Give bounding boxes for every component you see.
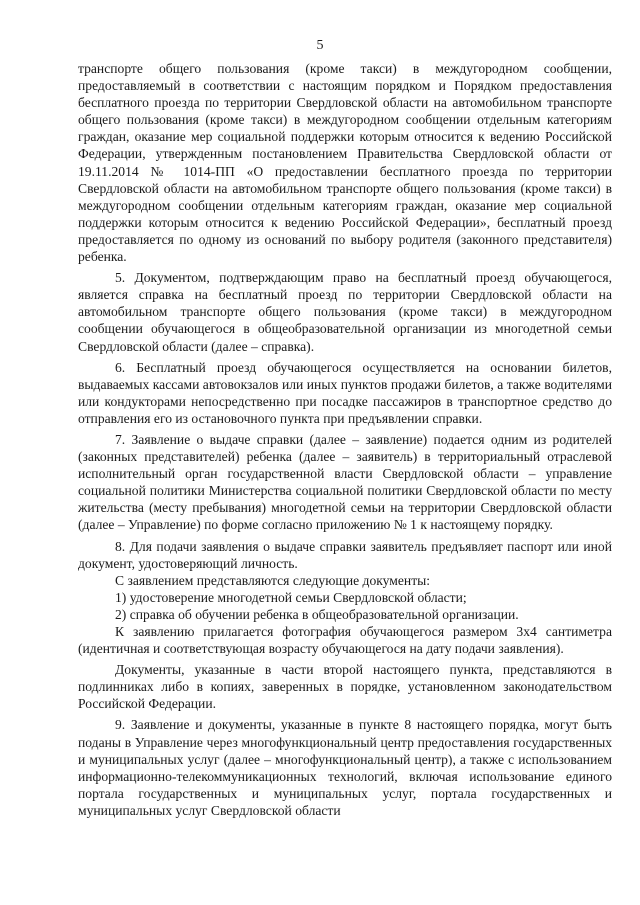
paragraph-originals: Документы, указанные в части второй настоящего пункта, представляются в подлинниках либо в копиях, заверенных в порядке, установленном законодательством Российской Федерации.	[78, 662, 612, 712]
paragraph-item-8: 8. Для подачи заявления о выдаче справки заявитель предъявляет паспорт или иной документ, удостоверяющий личность.	[78, 538, 612, 571]
paragraph-item-5: 5. Документом, подтверждающим право на бесплатный проезд обучающегося, является справка на бесплатный проезд по территории Свердловской области на автомобильном транспорте общего пользования (кроме такси) в междугородном сообщении обучающегося в общеобразовательной организации из многодетной семьи Свердловской области (далее – справка).	[78, 270, 612, 354]
list-item-study-certificate: 2) справка об обучении ребенка в общеобразовательной организации.	[115, 606, 519, 622]
page-number: 5	[316, 38, 324, 53]
paragraph-item-7: 7. Заявление о выдаче справки (далее – заявление) подается одним из родителей (законных представителей) ребенка (далее – заявитель) в территориальный отраслевой исполнительный орган государственной власти Свердловской области – управление социальной политики Министерства социальной политики Свердловской области по месту жительства (месту пребывания) многодетной семьи на территории Свердловской области (далее – Управление) по форме согласно приложению № 1 к настоящему порядку.	[78, 431, 612, 533]
paragraph-item-6: 6. Бесплатный проезд обучающегося осуществляется на основании билетов, выдаваемых кассами автовокзалов или иных пунктов продажи билетов, а также водителями или кондукторами непосредственно при посадке пассажиров в транспортное средство до отправления его из остановочного пункта при предъявлении справки.	[78, 359, 612, 426]
paragraph-photo: К заявлению прилагается фотография обучающегося размером 3х4 сантиметра (идентичная и соответствующая возрасту обучающегося на дату подачи заявления).	[78, 624, 612, 657]
paragraph-continuation: транспорте общего пользования (кроме такси) в междугородном сообщении, предоставляемый в соответствии с настоящим порядком и Порядком предоставления бесплатного проезда по территории Свердловской области на автомобильном транспорте общего пользования (кроме такси) в междугородном сообщении отдельным категориям граждан, оказание мер социальной поддержки которым относится к ведению Российской Федерации, утвержденным постановлением Правительства Свердловской области от 19.11.2014 № 1014-ПП «О предоставлении бесплатного проезда по территории Свердловской области на автомобильном транспорте общего пользования (кроме такси) в междугородном сообщении отдельным категориям граждан, оказание мер социальной поддержки которым относится к ведению Российской Федерации», бесплатный проезд предоставляется по одному из оснований по выбору родителя (законного представителя) ребенка.	[78, 61, 612, 265]
paragraph-item-9: 9. Заявление и документы, указанные в пункте 8 настоящего порядка, могут быть поданы в Управление через многофункциональный центр предоставления государственных и муниципальных услуг (далее – многофункциональный центр), а также с использованием информационно-телекоммуникационных технологий, включая использование единого портала государственных и муниципальных услуг, портала государственных и муниципальных услуг Свердловской области	[78, 717, 612, 818]
document-body	[78, 60, 612, 819]
paragraph-documents-intro: С заявлением представляются следующие документы:	[115, 572, 431, 588]
list-item-certificate: 1) удостоверение многодетной семьи Свердловской области;	[115, 589, 467, 605]
